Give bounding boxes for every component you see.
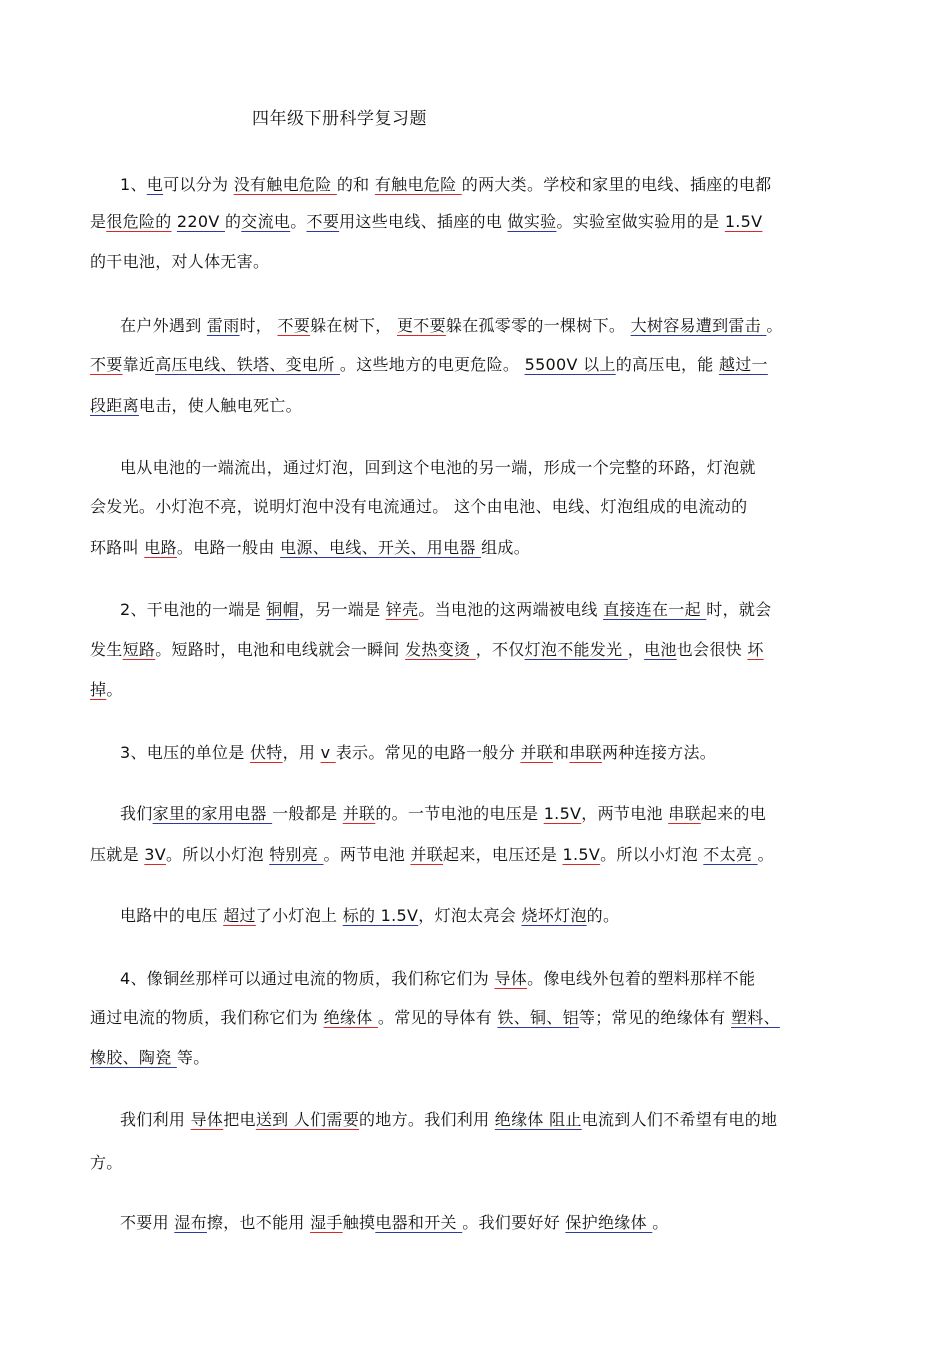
text-segment: 是 <box>90 212 107 231</box>
underlined-answer: 绝缘体 <box>323 1008 378 1027</box>
text-segment: 不要用 <box>120 1213 175 1232</box>
underlined-answer: 更不要 <box>397 316 446 335</box>
underlined-answer: 交流电 <box>241 212 291 231</box>
underlined-answer: 5500V 以上 <box>524 355 616 374</box>
text-segment: 。实验室做实验用的是 <box>556 212 725 231</box>
text-segment: 。 <box>652 1213 669 1232</box>
underlined-answer: 很危险的 <box>106 212 172 231</box>
text-line <box>90 249 269 272</box>
text-segment: 触摸 <box>342 1213 376 1232</box>
text-segment: 的高压电，能 <box>615 355 719 374</box>
text-segment: 的。 <box>586 906 620 925</box>
text-segment: 和 <box>553 743 570 762</box>
underlined-answer: 并联 <box>410 845 444 864</box>
text-segment: 的 <box>224 212 242 231</box>
underlined-answer: 做实验 <box>507 212 557 231</box>
underlined-answer: 电池 <box>644 640 677 659</box>
underlined-answer: 导体 <box>190 1110 224 1129</box>
underlined-answer: 掉 <box>90 680 107 699</box>
text-segment: 等；常见的绝缘体有 <box>578 1008 731 1027</box>
underlined-answer: 串联 <box>668 804 701 823</box>
underlined-answer: 灯泡不能发光 <box>524 640 628 659</box>
underlined-answer: 铜帽 <box>266 600 299 619</box>
text-segment: ，用 <box>282 743 321 762</box>
underlined-answer: 塑料、 <box>731 1008 780 1027</box>
underlined-answer: 高压电线、铁塔、变电所 <box>155 355 340 374</box>
underlined-answer: 220V <box>176 212 225 231</box>
text-line <box>120 313 783 336</box>
text-segment: 电路中的电压 <box>120 906 224 925</box>
text-segment: 。常见的导体有 <box>377 1008 498 1027</box>
text-segment: 等。 <box>176 1048 210 1067</box>
text-segment: 2、干电池的一端是 <box>120 600 267 619</box>
text-line <box>90 1045 210 1068</box>
text-segment: 4、像铜丝那样可以通过电流的物质，我们称它们为 <box>120 969 495 988</box>
text-segment: 擦，也不能用 <box>206 1213 311 1232</box>
underlined-answer: 3V <box>144 845 167 864</box>
text-segment: 。这些地方的电更危险。 <box>339 355 525 374</box>
underlined-answer: 电器和开关 <box>375 1213 463 1232</box>
text-segment: 起来的电 <box>700 804 766 823</box>
underlined-answer: 段距离 <box>90 396 139 415</box>
text-segment: ，不仅 <box>475 640 525 659</box>
underlined-answer: 保护绝缘体 <box>565 1213 653 1232</box>
text-line <box>120 597 771 620</box>
text-segment: 的干电池，对人体无害。 <box>90 252 270 271</box>
underlined-answer: 电源、电线、开关、用电器 <box>280 538 482 557</box>
text-segment: 可以分为 <box>163 175 234 194</box>
underlined-answer: 1.5V <box>543 804 582 823</box>
underlined-answer: 不太亮 <box>703 845 758 864</box>
underlined-answer: 家里的家用电器 <box>152 804 273 823</box>
underlined-answer: 特别亮 <box>269 845 324 864</box>
underlined-answer: 锌壳 <box>385 600 419 619</box>
text-segment: 表示。常见的电路一般分 <box>335 743 521 762</box>
text-line <box>120 172 771 195</box>
text-segment: 在户外遇到 <box>120 316 207 335</box>
underlined-answer: 不要 <box>277 316 311 335</box>
text-segment: 会发光。小灯泡不亮，说明灯泡中没有电流通过。 这个由电池、电线、灯泡组成的电流动的 <box>90 497 748 516</box>
text-segment: 。 <box>757 845 774 864</box>
text-line <box>90 494 747 517</box>
underlined-answer: 送到 人们需要 <box>255 1110 359 1129</box>
underlined-answer: 1.5V <box>724 212 763 231</box>
underlined-answer: 不要 <box>306 212 340 231</box>
text-segment: 3、电压的单位是 <box>120 743 250 762</box>
text-segment: 。我们要好好 <box>462 1213 566 1232</box>
underlined-answer: 电 <box>146 175 164 194</box>
text-segment: 。 <box>766 316 783 335</box>
text-line <box>90 209 762 232</box>
text-line <box>90 535 530 558</box>
underlined-answer: 串联 <box>569 743 602 762</box>
underlined-answer: 发热变烫 <box>405 640 476 659</box>
text-segment: 时，就会 <box>706 600 772 619</box>
text-segment: 时， <box>239 316 278 335</box>
underlined-answer: 1.5V <box>562 845 601 864</box>
text-segment: 方。 <box>90 1153 123 1172</box>
text-line <box>120 1210 669 1233</box>
text-line <box>90 637 764 660</box>
text-segment: 1、 <box>120 175 147 194</box>
text-line <box>120 801 766 824</box>
text-segment: 电击，使人触电死亡。 <box>138 396 302 415</box>
text-segment: ， <box>627 640 645 659</box>
text-line <box>120 966 755 989</box>
underlined-answer: 电路 <box>144 538 177 557</box>
underlined-answer: 坏 <box>747 640 764 659</box>
text-segment: 。两节电池 <box>323 845 411 864</box>
document-title: 四年级下册科学复习题 <box>252 109 427 129</box>
text-segment: 。 <box>290 212 307 231</box>
text-segment: ，灯泡太亮会 <box>418 906 522 925</box>
text-line <box>90 352 768 375</box>
text-segment: 。所以小灯泡 <box>600 845 704 864</box>
underlined-answer: 绝缘体 阻止 <box>494 1110 582 1129</box>
underlined-answer: 大树容易遭到雷击 <box>630 316 767 335</box>
text-segment: 。电路一般由 <box>176 538 281 557</box>
text-segment: 两种连接方法。 <box>601 743 717 762</box>
text-segment: 。像电线外包着的塑料那样不能 <box>527 969 756 988</box>
underlined-answer: 雷雨 <box>206 316 240 335</box>
text-segment: 。当电池的这两端被电线 <box>418 600 604 619</box>
text-line <box>120 903 619 926</box>
text-line <box>120 1107 777 1130</box>
underlined-answer: 没有触电危险 <box>233 175 337 194</box>
text-segment: 。 <box>106 680 123 699</box>
underlined-answer: 标的 1.5V <box>342 906 419 925</box>
text-segment: 通过电流的物质，我们称它们为 <box>90 1008 324 1027</box>
text-line <box>90 842 774 865</box>
underlined-answer: 超过 <box>223 906 256 925</box>
text-segment: 。所以小灯泡 <box>166 845 270 864</box>
text-segment: 的和 <box>336 175 375 194</box>
underlined-answer: v <box>320 743 336 762</box>
underlined-answer: 越过一 <box>718 355 768 374</box>
underlined-answer: 直接连在一起 <box>603 600 707 619</box>
text-segment: 电流到人们不希望有电的地 <box>581 1110 778 1129</box>
text-segment: 发生 <box>90 640 123 659</box>
underlined-answer: 湿布 <box>174 1213 207 1232</box>
underlined-answer: 湿手 <box>310 1213 343 1232</box>
underlined-answer: 伏特 <box>249 743 283 762</box>
text-segment: 压就是 <box>90 845 145 864</box>
text-line <box>120 455 756 478</box>
text-segment: 靠近 <box>122 355 156 374</box>
underlined-answer: 烧坏灯泡 <box>521 906 587 925</box>
underlined-answer: 铁、铜、铝 <box>497 1008 579 1027</box>
text-segment: 了小灯泡上 <box>255 906 343 925</box>
text-segment: 用这些电线、插座的电 <box>339 212 508 231</box>
text-segment: 我们 <box>120 804 153 823</box>
text-line <box>90 1005 780 1028</box>
text-line <box>90 393 302 416</box>
text-segment: 起来，电压还是 <box>443 845 563 864</box>
text-segment: 也会很快 <box>676 640 748 659</box>
text-segment: 的。一节电池的电压是 <box>375 804 544 823</box>
text-segment: 的两大类。学校和家里的电线、插座的电都 <box>461 175 772 194</box>
text-segment: 躲在树下， <box>310 316 397 335</box>
text-line <box>90 1150 123 1173</box>
text-segment: 的地方。我们利用 <box>359 1110 495 1129</box>
text-segment: 我们利用 <box>120 1110 191 1129</box>
underlined-answer: 短路 <box>122 640 156 659</box>
text-segment: 躲在孤零零的一棵树下。 <box>445 316 631 335</box>
underlined-answer: 有触电危险 <box>374 175 462 194</box>
text-segment: 一般都是 <box>272 804 343 823</box>
text-segment: ，两节电池 <box>581 804 669 823</box>
underlined-answer: 导体 <box>494 969 528 988</box>
text-segment: 把电 <box>223 1110 256 1129</box>
underlined-answer: 并联 <box>342 804 376 823</box>
underlined-answer: 并联 <box>520 743 554 762</box>
text-segment: 电从电池的一端流出，通过灯泡，回到这个电池的另一端，形成一个完整的环路，灯泡就 <box>120 458 756 477</box>
text-line <box>90 677 123 700</box>
text-segment: 。短路时，电池和电线就会一瞬间 <box>155 640 406 659</box>
text-segment: 环路叫 <box>90 538 145 557</box>
text-line <box>120 740 716 763</box>
text-segment: ，另一端是 <box>298 600 386 619</box>
text-segment: 组成。 <box>481 538 530 557</box>
underlined-answer: 不要 <box>90 355 123 374</box>
underlined-answer: 橡胶、陶瓷 <box>90 1048 177 1067</box>
